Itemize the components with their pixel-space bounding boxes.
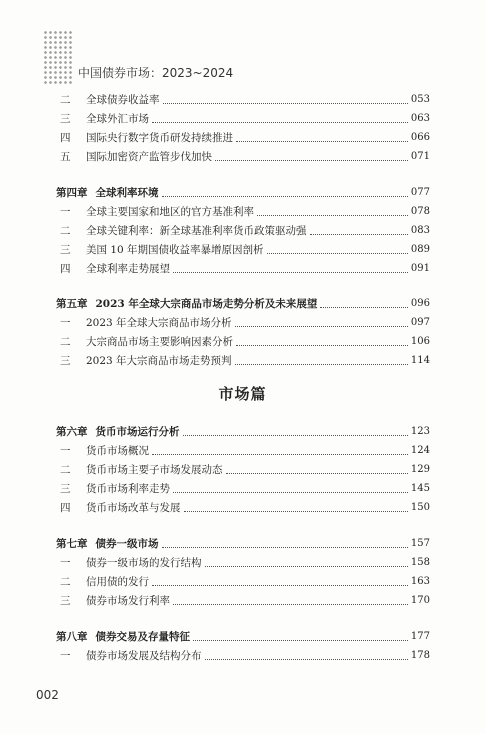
dot-leader [173,492,408,493]
toc-chapter [56,185,430,201]
chapter-page: 177 [410,631,430,642]
toc-entry [56,261,430,277]
toc-entry [56,315,430,331]
dot-leader [320,307,408,308]
dot-leader [205,659,408,660]
toc-entry-number: 二 [60,464,71,476]
chapter-number: 第七章 [56,538,88,550]
dot-leader [163,103,408,104]
dot-leader [184,511,408,512]
dot-leader [205,566,408,567]
dot-leader [215,160,408,161]
toc-entry [56,353,430,369]
toc-entry [56,223,430,239]
toc-entry-title: 全球外汇市场 [86,113,149,125]
toc-entry-page: 063 [410,113,430,124]
dot-leader [183,435,408,436]
chapter-number: 第四章 [56,187,88,199]
toc-entry-title: 大宗商品市场主要影响因素分析 [86,336,233,348]
chapter-page: 157 [410,538,430,549]
toc-entry-title: 国际加密资产监管步伐加快 [86,151,212,163]
toc-chapter [56,424,430,440]
chapter-page: 123 [410,426,430,437]
toc-entry-title: 债券市场发展及结构分布 [86,650,202,662]
toc-chapter [56,536,430,552]
chapter-number: 第五章 [56,298,88,310]
toc-entry-title: 全球债券收益率 [86,94,160,106]
toc-entry-number: 三 [60,244,71,256]
toc-entry-page: 083 [410,225,430,236]
chapter-title: 债券交易及存量特征 [95,631,190,643]
toc-chapter [56,629,430,645]
dot-leader [310,234,408,235]
chapter-number: 第八章 [56,631,88,643]
dot-leader [236,345,408,346]
toc-entry [56,334,430,350]
toc-entry-page: 129 [410,464,430,475]
toc-entry-number: 二 [60,576,71,588]
toc-entry-number: 四 [60,502,71,514]
toc-entry [56,242,430,258]
dot-leader [235,364,408,365]
toc-entry-number: 三 [60,113,71,125]
toc-entry-number: 三 [60,595,71,607]
dot-leader [173,604,408,605]
toc-entry-page: 178 [410,650,430,661]
toc-entry-page: 150 [410,502,430,513]
toc-entry-number: 一 [60,317,71,329]
dot-leader [235,326,408,327]
chapter-title: 全球利率环境 [95,187,159,199]
chapter-title: 货币市场运行分析 [95,426,180,438]
toc-entry-title: 国际央行数字货币研发持续推进 [86,132,233,144]
toc-entry [56,111,430,127]
dot-leader [162,196,408,197]
toc-entry-title: 全球主要国家和地区的官方基准利率 [86,206,254,218]
toc-entry-number: 二 [60,225,71,237]
toc-entry [56,481,430,497]
toc-entry-title: 信用债的发行 [86,576,149,588]
toc-entry-title: 货币市场主要子市场发展动态 [86,464,223,476]
toc-entry-title: 债券市场发行利率 [86,595,170,607]
chapter-page: 096 [410,298,430,309]
dot-leader [226,473,408,474]
toc-entry [56,462,430,478]
toc-entry-page: 158 [410,557,430,568]
toc-entry [56,648,430,664]
toc-entry-page: 071 [410,151,430,162]
toc-entry-number: 二 [60,336,71,348]
toc-entry-page: 163 [410,576,430,587]
toc-entry-title: 2023 年大宗商品市场走势预判 [86,355,232,367]
toc-entry-number: 三 [60,483,71,495]
chapter-page: 077 [410,187,430,198]
toc-entry [56,555,430,571]
toc-entry-page: 091 [410,263,430,274]
toc-entry-number: 四 [60,132,71,144]
chapter-title: 债券一级市场 [95,538,159,550]
dot-leader [193,640,408,641]
toc-entry-title: 货币市场概况 [86,445,149,457]
toc-entry-number: 一 [60,557,71,569]
toc-entry-page: 106 [410,336,430,347]
toc-entry-number: 一 [60,650,71,662]
toc-entry-page: 097 [410,317,430,328]
dot-leader [152,122,408,123]
toc-entry-title: 全球关键利率：新全球基准利率货币政策驱动强 [86,225,307,237]
toc-entry-number: 一 [60,206,71,218]
page-number: 002 [36,688,59,702]
toc-entry [56,204,430,220]
toc-entry-page: 089 [410,244,430,255]
toc-entry-title: 全球利率走势展望 [86,263,170,275]
toc-entry-page: 066 [410,132,430,143]
toc-chapter [56,296,430,312]
toc-entry-page: 145 [410,483,430,494]
toc-entry [56,92,430,108]
running-header-title: 中国债券市场：2023~2024 [78,66,234,80]
toc-entry-title: 债券一级市场的发行结构 [86,557,202,569]
dot-leader [236,141,408,142]
toc-entry [56,574,430,590]
toc-entry-number: 五 [60,151,71,163]
chapter-number: 第六章 [56,426,88,438]
toc-entry-title: 美国 10 年期国债收益率暴增原因剖析 [86,244,264,256]
toc-entry-number: 一 [60,445,71,457]
toc-entry-title: 货币市场改革与发展 [86,502,181,514]
toc-entry [56,593,430,609]
part-title: 市场篇 [218,385,267,403]
toc-entry-number: 四 [60,263,71,275]
dot-leader [152,585,408,586]
toc-entry [56,443,430,459]
dot-leader [267,253,408,254]
chapter-title: 2023 年全球大宗商品市场走势分析及未来展望 [95,298,318,310]
toc-entry-page: 053 [410,94,430,105]
toc-entry-title: 货币市场利率走势 [86,483,170,495]
dot-leader [152,454,408,455]
toc-entry [56,500,430,516]
toc-entry-page: 114 [410,355,430,366]
toc-entry-page: 170 [410,595,430,606]
toc-entry-title: 2023 年全球大宗商品市场分析 [86,317,232,329]
toc-entry-number: 三 [60,355,71,367]
toc-entry [56,149,430,165]
toc-entry-number: 二 [60,94,71,106]
toc-entry-page: 124 [410,445,430,456]
dot-leader [162,547,408,548]
toc-entry [56,130,430,146]
dot-leader [173,272,408,273]
header-dot-pattern [43,30,73,86]
toc-entry-page: 078 [410,206,430,217]
dot-leader [257,215,408,216]
